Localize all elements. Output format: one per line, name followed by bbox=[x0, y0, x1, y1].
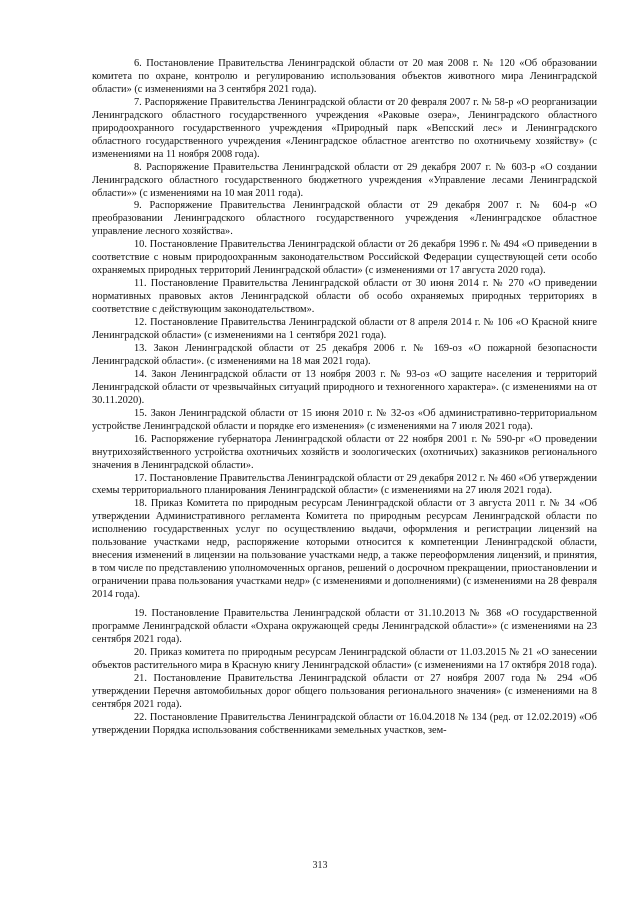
list-item-20: 20. Приказ комитета по природным ресурсам Ленинградской области от 11.03.2015 № 21 «О занесении объектов растительного мира в Красную книгу Ленинградской области» (с изменениями на 17 октября 2018 года). bbox=[92, 646, 597, 671]
list-item-14: 14. Закон Ленинградской области от 13 ноября 2003 г. № 93-оз «О защите населения и территорий Ленинградской области от чрезвычайных ситуаций природного и техногенного характера». (с изменениями на от 30.11.2020). bbox=[92, 368, 597, 406]
list-item-21: 21. Постановление Правительства Ленинградской области от 27 ноября 2007 года № 294 «Об утверждении Перечня автомобильных дорог общего пользования регионального значения» (с изменениями на 8 сентября 2021 года). bbox=[92, 672, 597, 710]
page-number: 313 bbox=[312, 860, 328, 871]
list-item-11: 11. Постановление Правительства Ленинградской области от 30 июня 2014 г. № 270 «О приведении нормативных правовых актов Ленинградской области об особо охраняемых природных территориях в соответствие с действующим законодательством». bbox=[92, 278, 597, 316]
list-item-8: 8. Распоряжение Правительства Ленинградской области от 29 декабря 2007 г. № 603-р «О создании Ленинградского областного государственного бюджетного учреждения «Управление лесами Ленинградской области»» (с изменениями на 10 мая 2011 года). bbox=[92, 161, 597, 199]
list-item-15: 15. Закон Ленинградской области от 15 июня 2010 г. № 32-оз «Об административно-территориальном устройстве Ленинградской области и порядке его изменения» (с изменениями на 7 июля 2021 года). bbox=[92, 407, 597, 432]
list-item-22: 22. Постановление Правительства Ленинградской области от 16.04.2018 № 134 (ред. от 12.02.2019) «Об утверждении Порядка использования собственниками земельных участков, зем- bbox=[92, 711, 597, 736]
list-item-7: 7. Распоряжение Правительства Ленинградской области от 20 февраля 2007 г. № 58-р «О реорганизации Ленинградского областного государственного учреждения «Раковые озера», Ленинградского областного природоохранного государственного учреждения «Природный парк «Вепсский лес» и Ленинградского областного государственного учреждения «Ленинградское областное агентство по охотничьему хозяйству» (с изменениями на 11 ноября 2008 года). bbox=[92, 96, 597, 160]
list-item-19: 19. Постановление Правительства Ленинградской области от 31.10.2013 № 368 «О государственной программе Ленинградской области «Охрана окружающей среды Ленинградской области»» (с изменениями на 23 сентября 2021 года). bbox=[92, 608, 597, 645]
list-item-6: 6. Постановление Правительства Ленинградской области от 20 мая 2008 г. № 120 «Об образовании комитета по охране, контролю и регулированию использования объектов животного мира Ленинградской области» (с изменениями на 3 сентября 2021 года). bbox=[92, 58, 597, 95]
document-body bbox=[92, 58, 597, 738]
list-item-9: 9. Распоряжение Правительства Ленинградской области от 29 декабря 2007 г. № 604-р «О преобразовании Ленинградского областного государственного учреждения «Ленинградское областное управление лесного хозяйства». bbox=[92, 200, 597, 238]
list-item-13: 13. Закон Ленинградской области от 25 декабря 2006 г. № 169-оз «О пожарной безопасности Ленинградской области». (с изменениями на 18 мая 2021 года). bbox=[92, 342, 597, 367]
list-item-17: 17. Постановление Правительства Ленинградской области от 29 декабря 2012 г. № 460 «Об утверждении схемы территориального планирования Ленинградской области» (с изменениями на 27 июля 2021 года). bbox=[92, 472, 597, 497]
list-item-12: 12. Постановление Правительства Ленинградской области от 8 апреля 2014 г. № 106 «О Красной книге Ленинградской области» (с изменениями на 1 сентября 2021 года). bbox=[92, 317, 597, 342]
list-item-16: 16. Распоряжение губернатора Ленинградской области от 22 ноября 2001 г. № 590-рг «О проведении внутрихозяйственного устройства охотничьих хозяйств и зоологических (охотничьих) заказников регионального значения в Ленинградской области». bbox=[92, 433, 597, 471]
list-item-18: 18. Приказ Комитета по природным ресурсам Ленинградской области от 3 августа 2011 г. № 34 «Об утверждении Административного регламента Комитета по природным ресурсам Ленинградской области по исполнению государственных услуг по осуществлению выдачи, оформления и регистрации лицензий на пользование участками недр, распоряжение которыми относится к компетенции Ленинградской области, внесения изменений в лицензии на пользование участками недр, а также переоформления лицензий, и принятия, в том числе по представлению уполномоченных органов, решений о досрочном прекращении, приостановлении и ограничении права пользования участками недр» (с изменениями и дополнениями) (с изменениями на 28 февраля 2014 года). bbox=[92, 498, 597, 601]
list-item-10: 10. Постановление Правительства Ленинградской области от 26 декабря 1996 г. № 494 «О приведении в соответствие с новым природоохранным законодательством Российской Федерации существующей сети особо охраняемых природных территорий Ленинградской области» (с изменениями от 17 августа 2020 года). bbox=[92, 239, 597, 277]
